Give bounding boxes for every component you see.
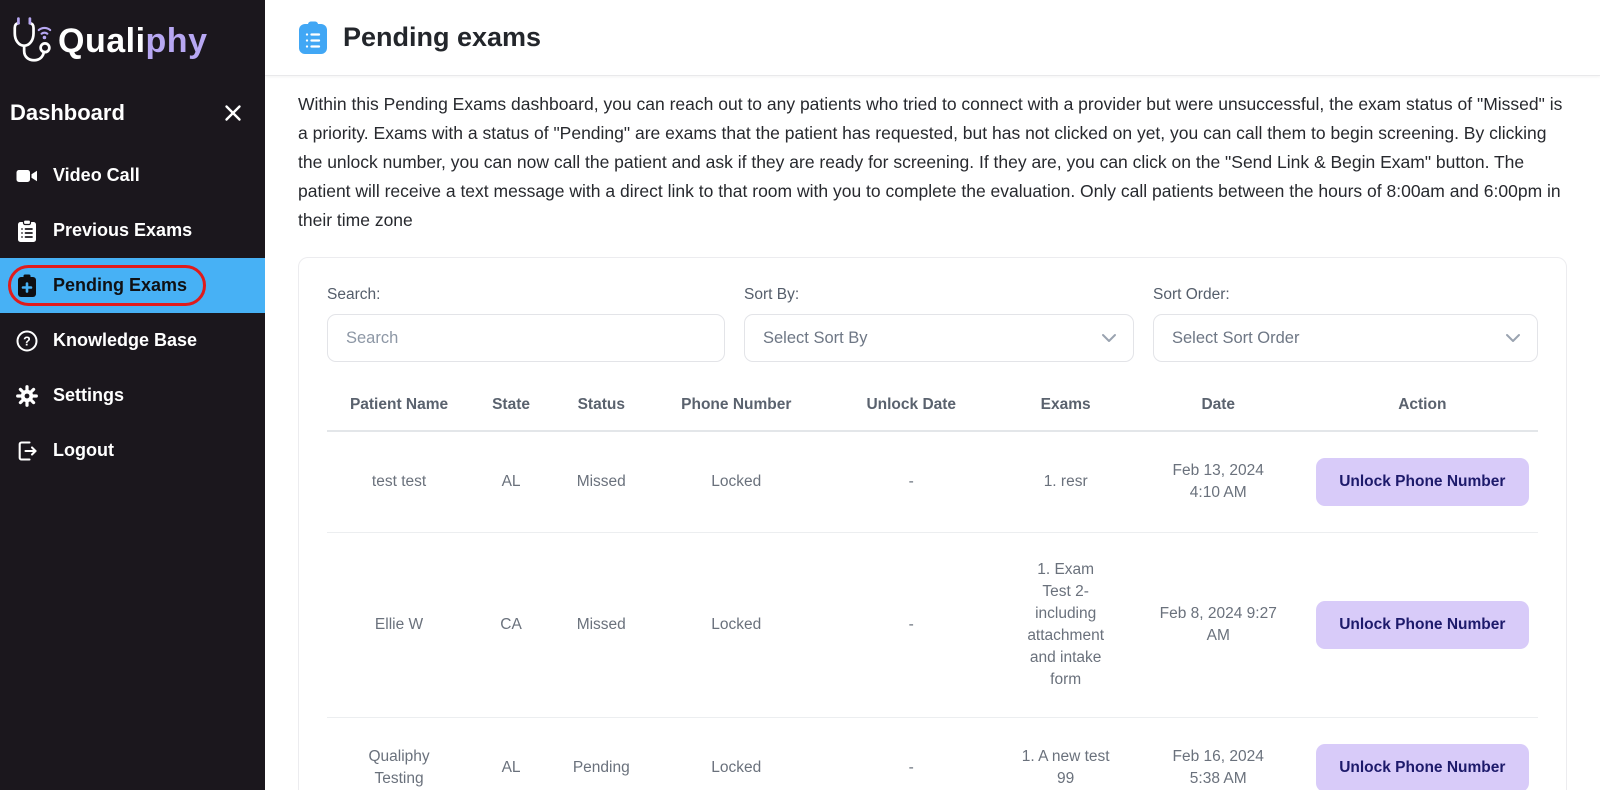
svg-text:?: ? (23, 333, 31, 348)
cell-state: CA (471, 533, 551, 718)
gear-icon (14, 384, 40, 408)
pending-exams-table (327, 386, 1538, 790)
cell-exams: 1. A new test 99 (1021, 748, 1110, 787)
sidebar-item-label: Video Call (53, 165, 140, 185)
sidebar-item-previous-exams[interactable] (0, 203, 265, 258)
logout-icon (14, 439, 40, 463)
sidebar-nav (0, 148, 265, 478)
cell-unlock-date: - (908, 759, 914, 776)
cell-date: Feb 16, 2024 5:38 AM (1172, 748, 1264, 787)
cell-status: Missed (551, 431, 652, 533)
close-icon[interactable] (223, 103, 243, 123)
sort-order-label: Sort Order: (1153, 286, 1230, 303)
sort-by-select[interactable] (744, 314, 1134, 362)
sidebar (0, 0, 265, 790)
cell-status: Pending (572, 759, 630, 776)
cell-patient-name: Ellie W (327, 533, 471, 718)
column-header-unlock-date: Unlock Date (821, 386, 1001, 431)
sort-by-value: Select Sort By (763, 328, 868, 347)
cell-action (1307, 718, 1538, 790)
sort-order-value: Select Sort Order (1172, 328, 1300, 347)
search-control (327, 286, 725, 362)
cell-action (1307, 533, 1538, 718)
sidebar-item-pending-exams[interactable] (0, 258, 265, 313)
unlock-phone-number-button[interactable]: Unlock Phone Number (1316, 744, 1529, 790)
clipboard-plus-icon (14, 274, 40, 298)
pending-exams-card (298, 257, 1567, 790)
unlock-phone-number-button[interactable]: Unlock Phone Number (1316, 601, 1529, 649)
column-header-exams: Exams (1001, 386, 1129, 431)
clipboard-title-icon (298, 21, 328, 55)
search-label: Search: (327, 286, 381, 303)
cell-state: AL (501, 759, 521, 776)
cell-patient-name: Qualiphy Testing (368, 748, 430, 787)
cell-exams: 1. resr (1001, 431, 1129, 533)
page-content (265, 76, 1600, 790)
sort-order-control (1153, 286, 1538, 362)
cell-date: Feb 8, 2024 9:27 AM (1130, 533, 1307, 718)
cell-patient-name: test test (327, 431, 471, 533)
cell-phone-number: Locked (652, 533, 822, 718)
sidebar-heading: Dashboard (10, 100, 125, 125)
cell-state: AL (471, 431, 551, 533)
cell-phone-number: Locked (652, 431, 822, 533)
cell-action (1307, 431, 1538, 533)
table-row (327, 533, 1538, 718)
cell-exams: 1. Exam Test 2- including attachment and intake form (1001, 533, 1129, 718)
brand-name: Qualiphy (58, 21, 208, 60)
unlock-phone-number-button[interactable]: Unlock Phone Number (1316, 458, 1529, 506)
sort-by-label: Sort By: (744, 286, 800, 303)
cell-unlock-date: - (821, 431, 1001, 533)
chevron-down-icon (1101, 333, 1117, 343)
column-header-patient-name: Patient Name (327, 386, 471, 431)
sidebar-item-label: Previous Exams (53, 220, 193, 240)
sort-order-select[interactable] (1153, 314, 1538, 362)
cell-date: Feb 13, 2024 4:10 AM (1130, 431, 1307, 533)
search-input[interactable] (327, 314, 725, 362)
clipboard-list-icon (14, 219, 40, 243)
sidebar-item-settings[interactable] (0, 368, 265, 423)
table-row (327, 431, 1538, 533)
page-title: Pending exams (343, 22, 542, 52)
table-row (327, 718, 1538, 790)
cell-status: Missed (551, 533, 652, 718)
sort-by-control (744, 286, 1134, 362)
stethoscope-wifi-icon (10, 16, 56, 66)
brand-logo (0, 0, 265, 66)
main-area (265, 0, 1600, 790)
sidebar-item-knowledge-base[interactable] (0, 313, 265, 368)
cell-unlock-date: - (821, 533, 1001, 718)
page-header (265, 0, 1600, 76)
cell-phone-number: Locked (711, 759, 762, 776)
sidebar-item-logout[interactable] (0, 423, 265, 478)
sidebar-item-label: Logout (53, 440, 114, 460)
column-header-status: Status (551, 386, 652, 431)
sidebar-item-label: Pending Exams (53, 275, 188, 295)
column-header-state: State (471, 386, 551, 431)
column-header-phone-number: Phone Number (652, 386, 822, 431)
column-header-action: Action (1307, 386, 1538, 431)
sidebar-item-label: Settings (53, 385, 125, 405)
sidebar-item-video-call[interactable] (0, 148, 265, 203)
sidebar-item-label: Knowledge Base (53, 330, 198, 350)
table-header-row (327, 386, 1538, 431)
intro-paragraph: Within this Pending Exams dashboard, you can reach out to any patients who tried to connect with a provider but were unsuccessful, the exam status of "Missed" is a priority. Exams with a status of "Pending" are exams that the patient has requested, but has not clicked on yet, you can call them to begin screening. By clicking the unlock number, you can now call the patient and ask if they are ready for screening. If they are, you can click on the "Send Link & Begin Exam" button. The patient will receive a text message with a direct link to that room with you to complete the evaluation. Only call patients between the hours of 8:00am and 6:00pm in their time zone (298, 94, 1563, 230)
column-header-date: Date (1130, 386, 1307, 431)
question-circle-icon (14, 329, 40, 353)
video-icon (14, 164, 40, 188)
chevron-down-icon (1505, 333, 1521, 343)
filters-row (327, 286, 1538, 362)
